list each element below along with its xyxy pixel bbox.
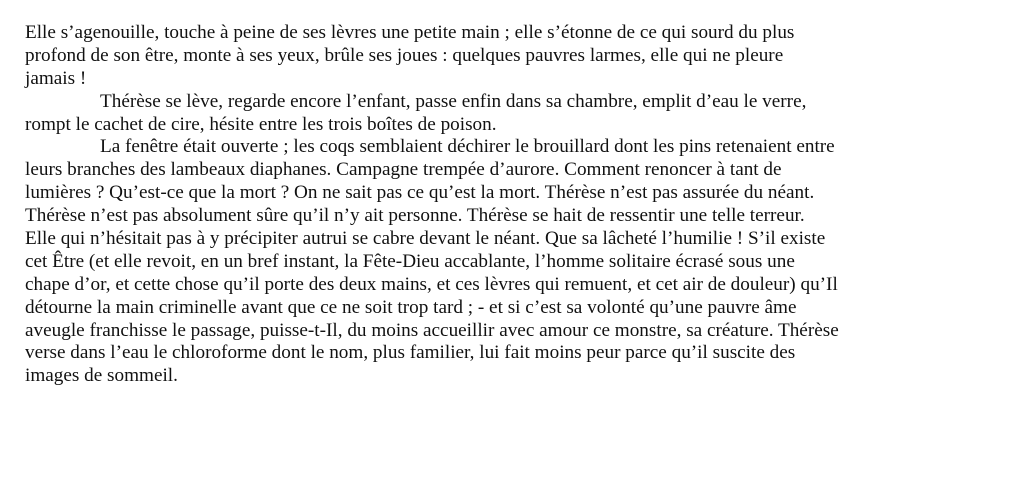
text-line: La fenêtre était ouverte ; les coqs semblaient déchirer le brouillard dont les pins retenaient entre <box>100 136 835 158</box>
paragraph-3 <box>25 136 1015 388</box>
text-line: Thérèse n’est pas absolument sûre qu’il n’y ait personne. Thérèse se hait de ressentir une telle terreur. <box>25 205 805 227</box>
text-line: détourne la main criminelle avant que ce ne soit trop tard ; - et si c’est sa volonté qu’une pauvre âme <box>25 296 797 318</box>
text-line: lumières ? Qu’est-ce que la mort ? On ne sait pas ce qu’est la mort. Thérèse n’est pas assurée du néant. <box>25 182 815 204</box>
text-line: leurs branches des lambeaux diaphanes. Campagne trempée d’aurore. Comment renoncer à tant de <box>25 159 782 181</box>
text-line: jamais ! <box>25 67 87 89</box>
paragraph-1 <box>25 22 1015 91</box>
text-line: Elle qui n’hésitait pas à y précipiter autrui se cabre devant le néant. Que sa lâcheté l’humilie ! S’il existe <box>25 228 826 250</box>
text-line: rompt le cachet de cire, hésite entre les trois boîtes de poison. <box>25 113 497 135</box>
text-line: Elle s’agenouille, touche à peine de ses lèvres une petite main ; elle s’étonne de ce qui sourd du plus <box>25 22 795 43</box>
document-page <box>25 22 1015 388</box>
text-line: verse dans l’eau le chloroforme dont le nom, plus familier, lui fait moins peur parce qu’il suscite des <box>25 342 796 364</box>
text-line: profond de son être, monte à ses yeux, brûle ses joues : quelques pauvres larmes, elle qui ne pleure <box>25 44 784 66</box>
text-line: images de sommeil. <box>25 365 178 387</box>
text-line: aveugle franchisse le passage, puisse-t-Il, du moins accueillir avec amour ce monstre, sa créature. Thérèse <box>25 319 839 341</box>
text-line: Thérèse se lève, regarde encore l’enfant, passe enfin dans sa chambre, emplit d’eau le verre, <box>100 90 807 112</box>
paragraph-2 <box>25 91 1015 137</box>
text-line: chape d’or, et cette chose qu’il porte des deux mains, et ces lèvres qui remuent, et cet air de douleur) qu’Il <box>25 273 838 295</box>
text-line: cet Être (et elle revoit, en un bref instant, la Fête-Dieu accablante, l’homme solitaire écrasé sous une <box>25 250 795 272</box>
